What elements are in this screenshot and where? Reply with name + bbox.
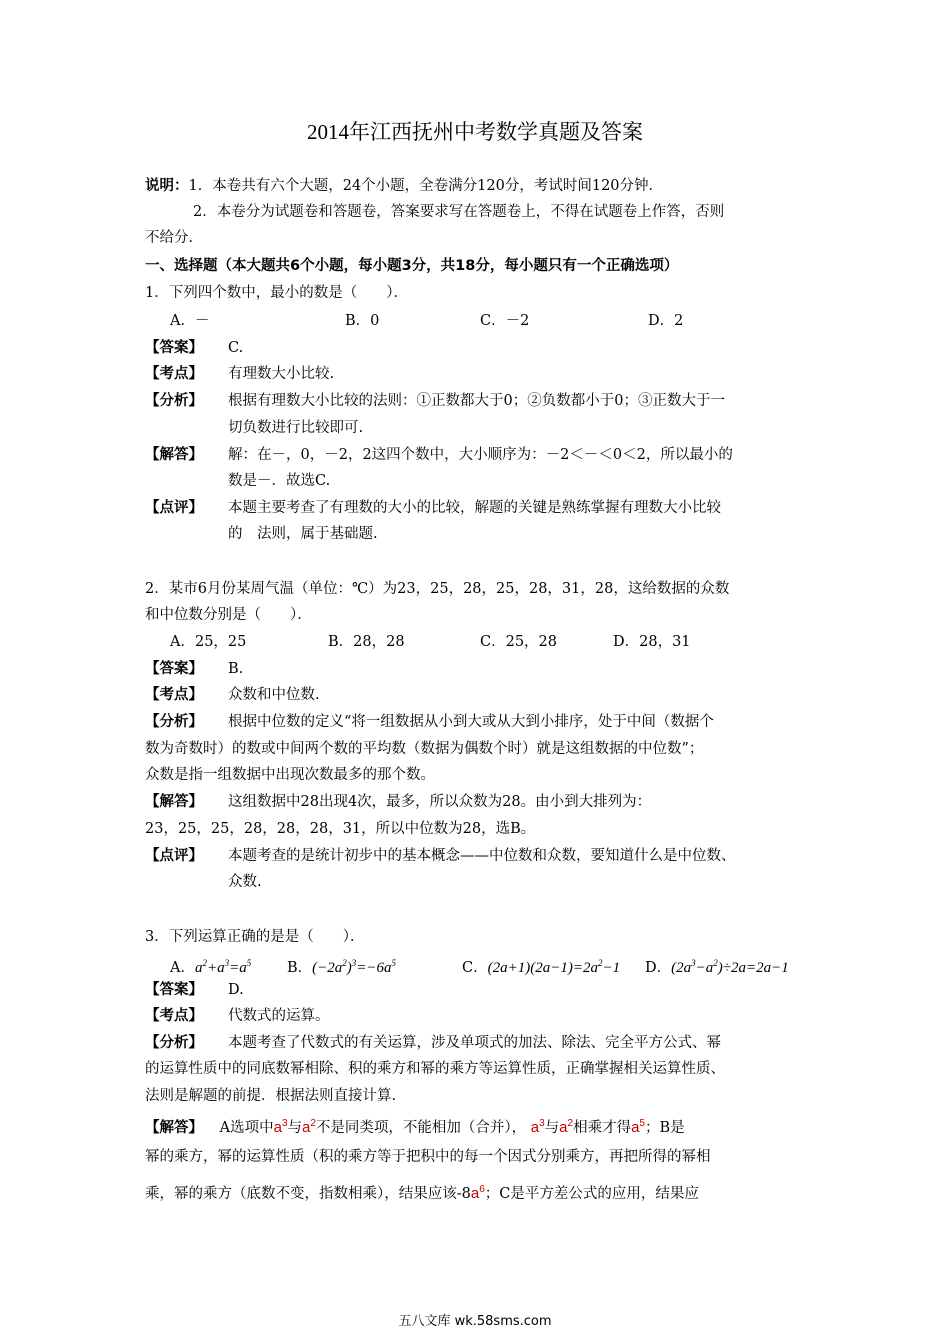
q3-solution-label: 【解答】 [145,1120,203,1136]
instructions-label: 说明： [145,178,189,194]
q1-analysis-1: 根据有理数大小比较的法则：①正数都大于0；②负数都小于0；③正数大于一 [228,393,725,409]
q2-point: 众数和中位数. [228,687,320,703]
q3-stem: 3．下列运算正确的是是（ ）． [145,929,365,945]
q2-option-d: D．28，31 [613,634,691,650]
q1-comment-label: 【点评】 [145,500,203,516]
q1-option-b: B．0 [345,313,380,329]
q1-point: 有理数大小比较. [228,366,335,382]
q1-option-d: D．2 [648,313,684,329]
q1-solution-label: 【解答】 [145,447,203,463]
q1-solution-2: 数是－．故选C. [228,473,331,489]
q1-option-c: C．－2 [480,313,530,329]
page-title: 2014年江西抚州中考数学真题及答案 [307,120,643,144]
q1-analysis-2: 切负数进行比较即可. [228,420,364,436]
q1-stem: 1．下列四个数中，最小的数是（ ）． [145,285,408,301]
q3-solution-line-1: 【解答】 A选项中$a^3$与$a^2$不是同类项，不能相加（合并）， $a^3$与$a^2$相乘才得$a^5$；B是 [145,1118,685,1136]
q2-comment-label: 【点评】 [145,848,203,864]
q1-option-a: A．－ [170,313,210,329]
q1-answer: C. [228,340,244,356]
q2-option-c: C．25，28 [480,634,557,650]
instructions-line-2: 2．本卷分为试题卷和答题卷，答案要求写在答题卷上，不得在试题卷上作答，否则 [193,204,725,220]
q1-analysis-label: 【分析】 [145,393,203,409]
q2-option-b: B．28，28 [328,634,405,650]
q1-solution-1: 解：在－，0，－2，2这四个数中，大小顺序为：－2＜－＜0＜2，所以最小的 [228,447,733,463]
q2-solution-label: 【解答】 [145,794,203,810]
q3-point-label: 【考点】 [145,1008,203,1024]
q2-stem-1: 2．某市6月份某周气温（单位：℃）为23，25，28，25，28，31，28，这给数据的众数 [145,581,730,597]
q3-solution-line-3: 乘，幂的乘方（底数不变，指数相乘），结果应该$-8a^6$；C是平方差公式的应用，结果应 [145,1184,699,1202]
q1-point-label: 【考点】 [145,366,203,382]
q1-answer-label: 【答案】 [145,340,203,356]
q2-stem-2: 和中位数分别是（ ）． [145,607,312,623]
q2-analysis-1: 根据中位数的定义“将一组数据从小到大或从大到小排序，处于中间（数据个 [228,714,714,730]
q3-analysis-2: 的运算性质中的同底数幂相除、积的乘方和幂的乘方等运算性质，正确掌握相关运算性质、 [145,1061,725,1077]
q2-solution-1: 这组数据中28出现4次，最多，所以众数为28。由小到大排列为： [228,794,652,810]
q2-comment-1: 本题考查的是统计初步中的基本概念——中位数和众数，要知道什么是中位数、 [228,848,736,864]
q3-option-b: B．$(-2a^2)^3=-6a^5$ [287,958,397,976]
q1-comment-2: 的 法则，属于基础题. [228,526,378,542]
q2-answer: B. [228,661,244,677]
instructions-line-1 [145,176,663,196]
q1-comment-1: 本题主要考查了有理数的大小的比较，解题的关键是熟练掌握有理数大小比较 [228,500,721,516]
section-heading: 一、选择题（本大题共6个小题，每小题3分，共18分，每小题只有一个正确选项） [145,258,679,274]
instructions-line-3: 不给分． [145,230,203,246]
q2-solution-2: 23，25，25，28，28，28，31，所以中位数为28，选B。 [145,821,536,837]
q2-analysis-3: 众数是指一组数据中出现次数最多的那个数。 [145,767,435,783]
q2-option-a: A．25，25 [170,634,247,650]
q3-point: 代数式的运算。 [228,1008,330,1024]
q2-analysis-2: 数为奇数时）的数或中间两个数的平均数（数据为偶数个时）就是这组数据的中位数”； [145,741,704,757]
q3-option-d: D．$(2a^3-a^2)\div 2a=2a-1$ [645,958,789,976]
q3-option-c: C．$(2a+1)(2a-1)=2a^2-1$ [462,958,621,976]
q2-answer-label: 【答案】 [145,661,203,677]
q3-solution-line-2: 幂的乘方，幂的运算性质（积的乘方等于把积中的每一个因式分别乘方，再把所得的幂相 [145,1149,711,1165]
q3-analysis-3: 法则是解题的前提．根据法则直接计算. [145,1088,397,1104]
q3-analysis-1: 本题考查了代数式的有关运算，涉及单项式的加法、除法、完全平方公式、幂 [228,1035,721,1051]
instructions-text-1: 1．本卷共有六个大题，24个小题，全卷满分120分，考试时间120分钟． [188,178,664,194]
q2-analysis-label: 【分析】 [145,714,203,730]
footer-watermark: 五八文库 wk.58sms.com [398,1314,552,1329]
q3-answer: D. [228,982,244,998]
q3-analysis-label: 【分析】 [145,1035,203,1051]
q2-point-label: 【考点】 [145,687,203,703]
q2-comment-2: 众数. [228,874,262,890]
q3-answer-label: 【答案】 [145,982,203,998]
q3-option-a: A．$a^2+a^3=a^5$ [170,958,252,976]
